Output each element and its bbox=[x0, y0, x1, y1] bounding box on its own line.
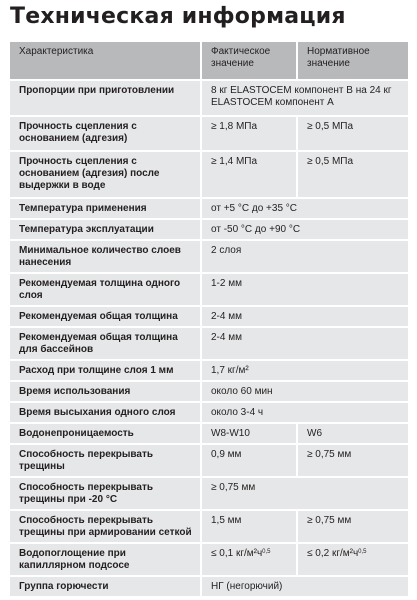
normative-value-text: ≥ 0,5 МПа bbox=[307, 121, 354, 132]
row-characteristic: Время использования bbox=[10, 380, 200, 401]
table-row bbox=[10, 326, 408, 359]
row-actual-value bbox=[200, 150, 296, 197]
normative-value-text: W6 bbox=[307, 428, 322, 439]
table-body bbox=[10, 79, 408, 596]
header-normative-value: Нормативное значение bbox=[296, 42, 408, 79]
table-row bbox=[10, 359, 408, 380]
row-actual-value bbox=[200, 79, 408, 115]
row-normative-value bbox=[296, 150, 408, 197]
table-row bbox=[10, 575, 408, 596]
row-characteristic: Минимальное количество слоев нанесения bbox=[10, 239, 200, 272]
row-characteristic: Температура эксплуатации bbox=[10, 218, 200, 239]
row-characteristic: Прочность сцепления с основанием (адгезия) после выдержки в воде bbox=[10, 150, 200, 197]
row-actual-value bbox=[200, 239, 408, 272]
normative-value-text: ≥ 0,5 МПа bbox=[307, 156, 354, 167]
actual-value-text: 1,5 мм bbox=[211, 515, 242, 526]
row-normative-value bbox=[296, 422, 408, 443]
row-characteristic: Время высыхания одного слоя bbox=[10, 401, 200, 422]
actual-value-text: от -50 °С до +90 °С bbox=[211, 224, 301, 235]
table-row bbox=[10, 115, 408, 150]
normative-value-text: ≥ 0,75 мм bbox=[307, 515, 352, 526]
actual-value-text: около 60 мин bbox=[211, 386, 273, 397]
row-characteristic: Способность перекрывать трещины при -20 °С bbox=[10, 476, 200, 509]
actual-value-text: 1-2 мм bbox=[211, 278, 242, 289]
actual-value-text: W8-W10 bbox=[211, 428, 250, 439]
table-row bbox=[10, 509, 408, 542]
actual-value-text: 8 кг ELASTOCEM компонент В на 24 кг ELASTOCEM компонент А bbox=[211, 85, 392, 108]
row-characteristic: Водонепроницаемость bbox=[10, 422, 200, 443]
table-row bbox=[10, 542, 408, 575]
row-actual-value bbox=[200, 509, 296, 542]
row-characteristic: Расход при толщине слоя 1 мм bbox=[10, 359, 200, 380]
row-actual-value bbox=[200, 380, 408, 401]
row-normative-value bbox=[296, 443, 408, 476]
table-row bbox=[10, 79, 408, 115]
actual-value-text: 2-4 мм bbox=[211, 311, 242, 322]
technical-info-table bbox=[10, 42, 408, 596]
actual-value-text: НГ (негорючий) bbox=[211, 581, 283, 592]
row-normative-value bbox=[296, 115, 408, 150]
row-normative-value bbox=[296, 509, 408, 542]
table-row bbox=[10, 272, 408, 305]
row-actual-value bbox=[200, 305, 408, 326]
table-row bbox=[10, 197, 408, 218]
page-title: Техническая информация bbox=[10, 4, 346, 29]
row-normative-value bbox=[296, 542, 408, 575]
actual-value-text: от +5 °С до +35 °С bbox=[211, 203, 298, 214]
normative-value-text: ≥ 0,75 мм bbox=[307, 449, 352, 460]
header-actual-value: Фактическое значение bbox=[200, 42, 296, 79]
normative-value-text: ≤ 0,2 кг/м²ч bbox=[307, 548, 359, 559]
row-characteristic: Рекомендуемая толщина одного слоя bbox=[10, 272, 200, 305]
row-characteristic: Водопоглощение при капиллярном подсосе bbox=[10, 542, 200, 575]
row-actual-value bbox=[200, 476, 408, 509]
actual-value-exponent: 0,5 bbox=[262, 549, 271, 555]
row-actual-value bbox=[200, 542, 296, 575]
row-actual-value bbox=[200, 326, 408, 359]
actual-value-text: ≥ 0,75 мм bbox=[211, 482, 256, 493]
row-characteristic: Способность перекрывать трещины bbox=[10, 443, 200, 476]
table-header-row bbox=[10, 42, 408, 79]
table-row bbox=[10, 443, 408, 476]
row-actual-value bbox=[200, 422, 296, 443]
row-actual-value bbox=[200, 401, 408, 422]
table-row bbox=[10, 422, 408, 443]
actual-value-text: ≤ 0,1 кг/м²ч bbox=[211, 548, 263, 559]
row-actual-value bbox=[200, 115, 296, 150]
row-actual-value bbox=[200, 575, 408, 596]
row-characteristic: Прочность сцепления с основанием (адгезия) bbox=[10, 115, 200, 150]
normative-value-exponent: 0,5 bbox=[358, 549, 367, 555]
table-row bbox=[10, 380, 408, 401]
actual-value-text: около 3-4 ч bbox=[211, 407, 264, 418]
row-actual-value bbox=[200, 197, 408, 218]
row-characteristic: Пропорции при приготовлении bbox=[10, 79, 200, 115]
table-row bbox=[10, 239, 408, 272]
row-characteristic: Температура применения bbox=[10, 197, 200, 218]
row-characteristic: Способность перекрывать трещины при армировании сеткой bbox=[10, 509, 200, 542]
row-actual-value bbox=[200, 218, 408, 239]
actual-value-text: ≥ 1,8 МПа bbox=[211, 121, 258, 132]
table-row bbox=[10, 305, 408, 326]
actual-value-text: 2-4 мм bbox=[211, 332, 242, 343]
row-actual-value bbox=[200, 443, 296, 476]
actual-value-text: 0,9 мм bbox=[211, 449, 242, 460]
actual-value-text: 1,7 кг/м² bbox=[211, 365, 249, 376]
actual-value-text: 2 слоя bbox=[211, 245, 242, 256]
table-row bbox=[10, 150, 408, 197]
row-characteristic: Рекомендуемая общая толщина bbox=[10, 305, 200, 326]
row-characteristic: Рекомендуемая общая толщина для бассейнов bbox=[10, 326, 200, 359]
row-actual-value bbox=[200, 272, 408, 305]
row-actual-value bbox=[200, 359, 408, 380]
table-row bbox=[10, 401, 408, 422]
header-characteristic: Характеристика bbox=[10, 42, 200, 79]
table-row bbox=[10, 476, 408, 509]
actual-value-text: ≥ 1,4 МПа bbox=[211, 156, 258, 167]
row-characteristic: Группа горючести bbox=[10, 575, 200, 596]
table-row bbox=[10, 218, 408, 239]
